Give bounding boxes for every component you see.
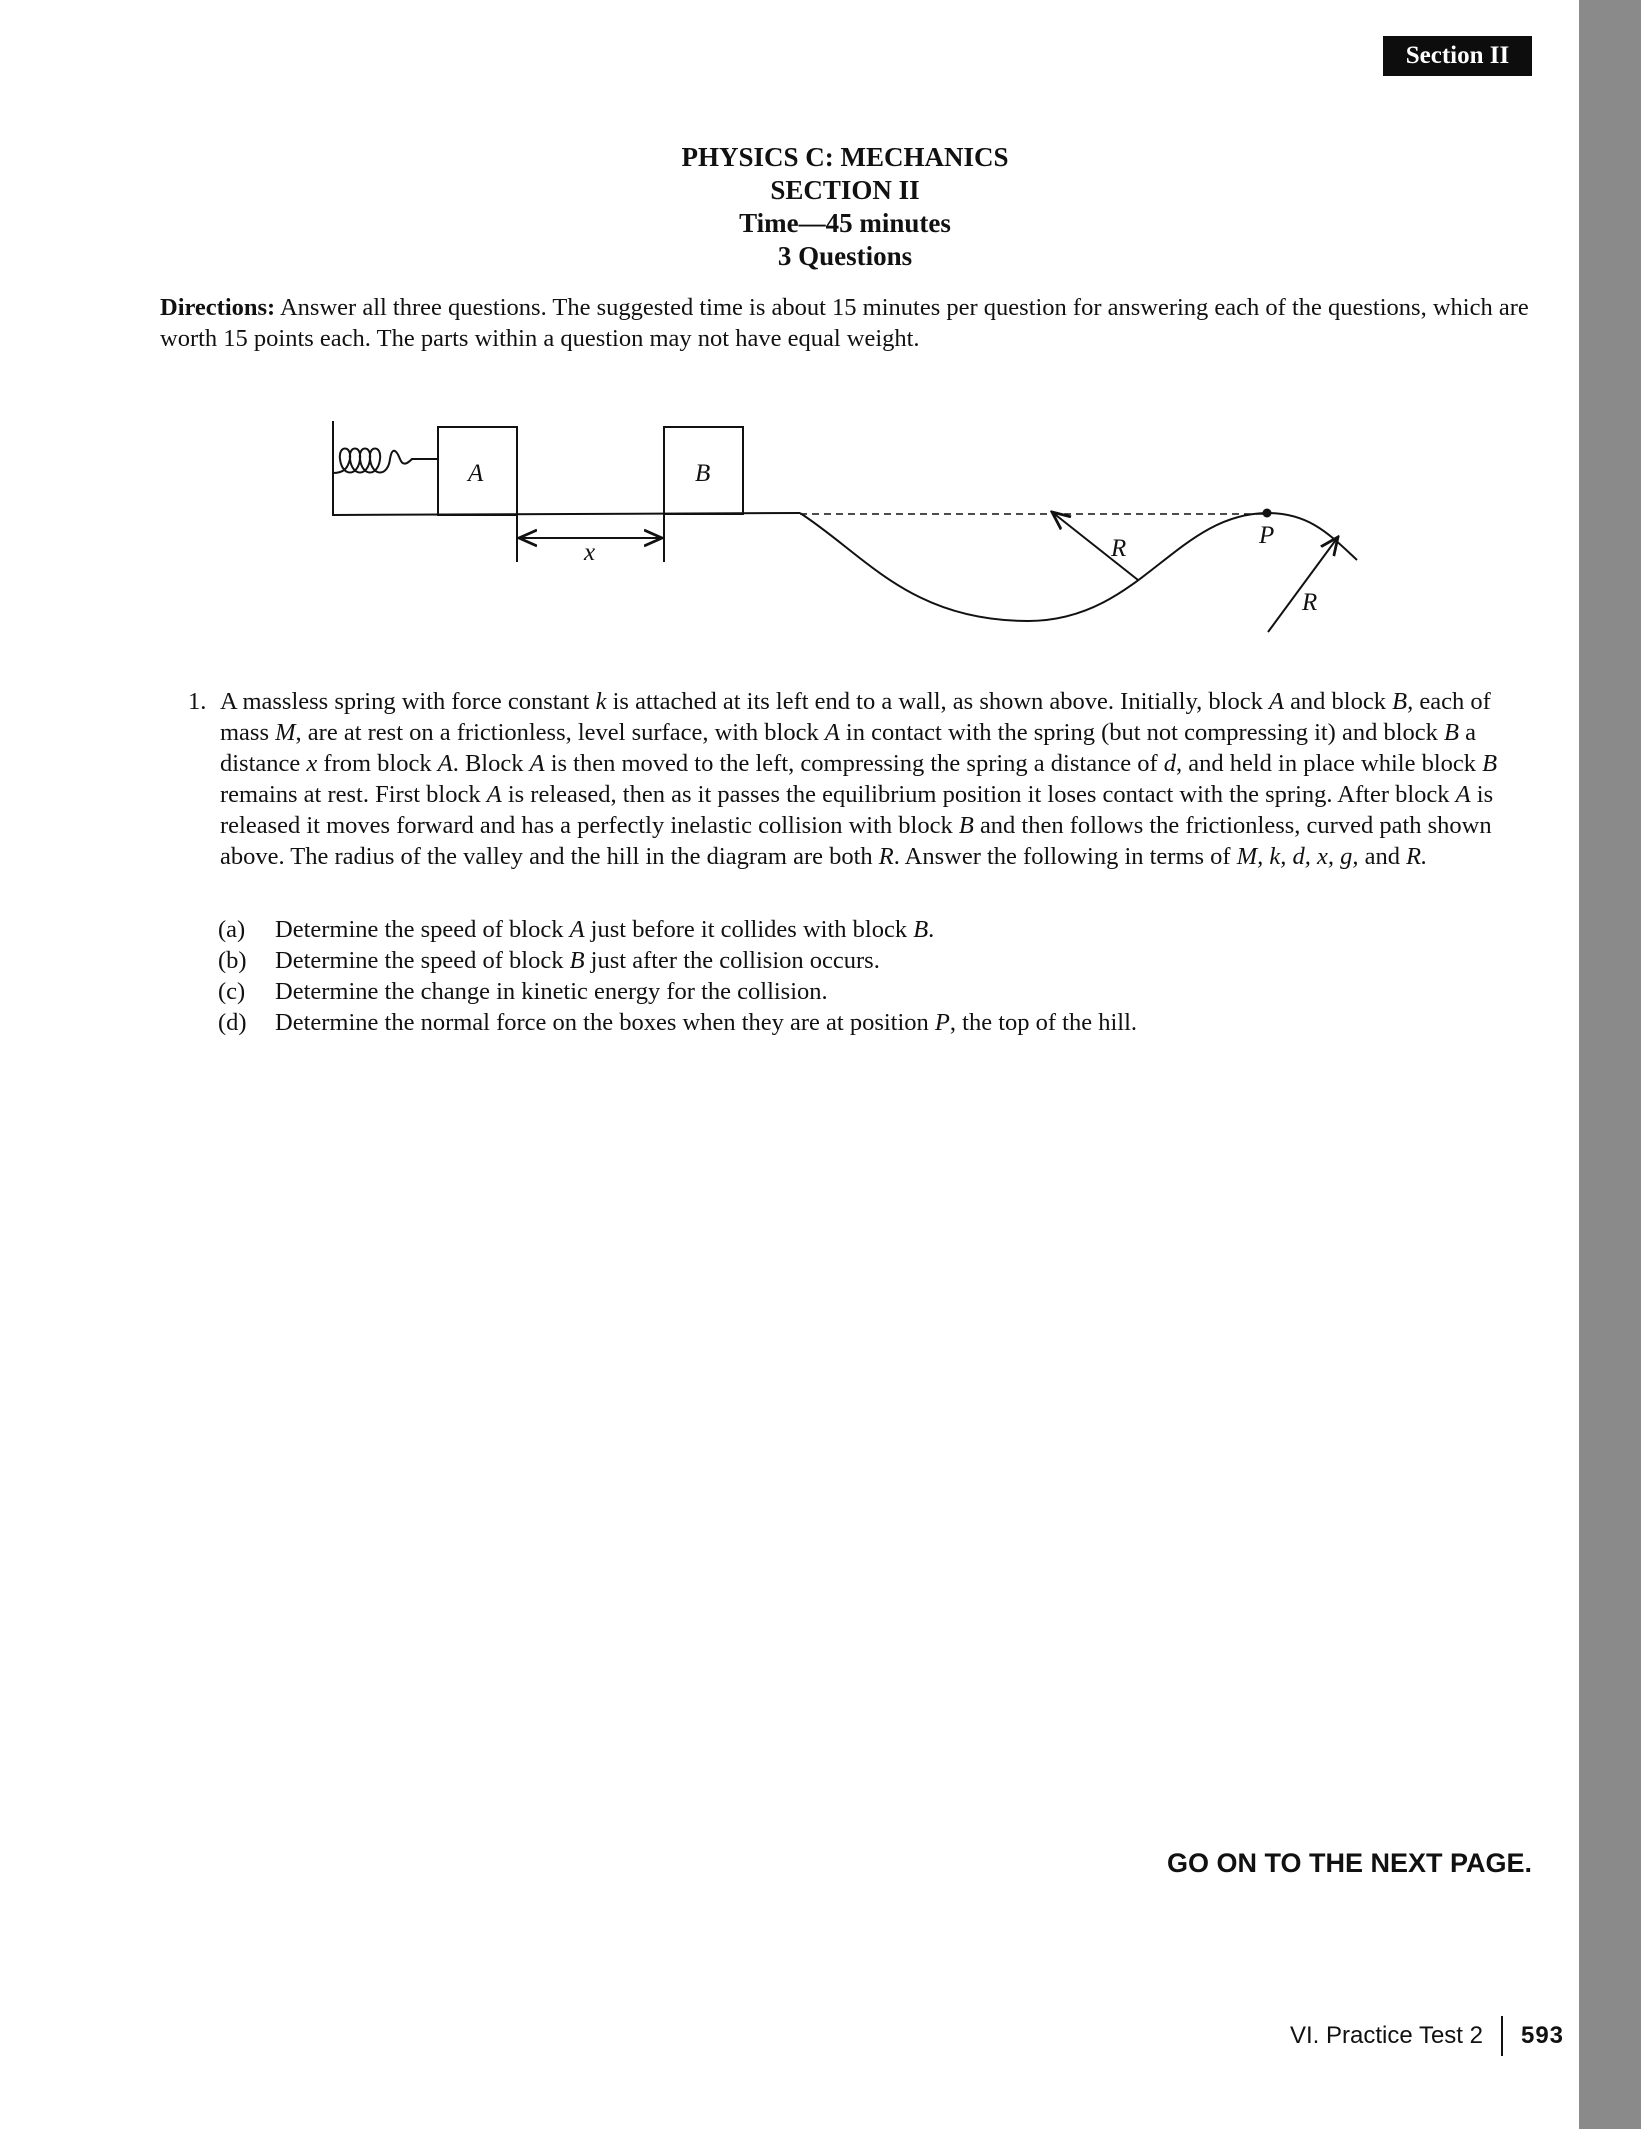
page-number: 593 (1520, 2022, 1565, 2049)
footer-label: VI. Practice Test 2 (1290, 2022, 1483, 2049)
section-title (0, 141, 1641, 273)
question-number: 1. (188, 688, 207, 715)
question-part (218, 1007, 1137, 1038)
directions-label: Directions: (160, 294, 276, 321)
part-label: (b) (218, 947, 247, 974)
title-line: 3 Questions (777, 241, 913, 271)
italic-term: A (486, 781, 502, 808)
part-text: Determine the speed of block B just after the collision occurs. (275, 947, 880, 974)
part-label: (a) (218, 916, 246, 943)
directions-text: Answer all three questions. The suggested time is about 15 minutes per question for answering each of the questions, which are worth 15 points each. The parts within a question may not have equal weight. (160, 294, 1529, 352)
question-part (218, 914, 1137, 945)
title-line: Time—45 minutes (739, 208, 951, 238)
italic-term: A (437, 750, 453, 777)
italic-term: A (824, 719, 840, 746)
go-on-notice: GO ON TO THE NEXT PAGE. (1166, 1848, 1532, 1878)
italic-term: B (1482, 750, 1498, 777)
block-a-label: A (468, 460, 484, 487)
italic-term: A (569, 916, 585, 943)
part-text: Determine the change in kinetic energy for the collision. (275, 978, 828, 1005)
block-b-label: B (695, 460, 711, 487)
italic-term: B, (1392, 688, 1414, 715)
question-1 (188, 686, 1528, 872)
italic-term: k (595, 688, 607, 715)
italic-term: R (878, 843, 894, 870)
part-text: Determine the normal force on the boxes when they are at position P, the top of the hill. (275, 1009, 1138, 1036)
title-line: SECTION II (770, 175, 920, 205)
italic-term: B (1444, 719, 1459, 746)
question-parts (218, 914, 1137, 1038)
italic-term: M (275, 719, 296, 746)
physics-diagram (300, 415, 1380, 645)
question-part (218, 945, 1137, 976)
italic-term: d (1163, 750, 1176, 777)
part-label: (d) (218, 1009, 247, 1036)
page-footer (1290, 2016, 1564, 2056)
part-text: Determine the speed of block A just before it collides with block B. (275, 916, 935, 943)
footer-separator (1501, 2016, 1503, 2056)
italic-term: A (1455, 781, 1471, 808)
distance-x-label: x (584, 539, 596, 566)
part-label: (c) (218, 978, 246, 1005)
italic-term: B (569, 947, 585, 974)
title-line: PHYSICS C: MECHANICS (681, 142, 1009, 172)
italic-term: A (1268, 688, 1284, 715)
hill-radius-arrow (1268, 537, 1338, 632)
spring (333, 449, 438, 474)
question-part (218, 976, 1137, 1007)
italic-term: x (306, 750, 318, 777)
valley-radius-label: R (1111, 535, 1127, 562)
section-tab: Section II (1383, 36, 1532, 76)
italic-term: R. (1406, 843, 1428, 870)
question-text: A massless spring with force constant k is attached at its left end to a wall, as shown above. Initially, block A and block B, each of mass M, are at rest on a frictionless, level surface, with block A in contact with the spring (but not compressing it) and block B a distance x from block A. Block A is then moved to the left, compressing the spring a distance of d, and held in place while block B remains at rest. First block A is released, then as it passes the equilibrium position it loses contact with the spring. After block A is released it moves forward and has a perfectly inelastic collision with block B and then follows the frictionless, curved path shown above. The radius of the valley and the hill in the diagram are both R. Answer the following in terms of M, k, d, x, g, and R. (220, 688, 1498, 870)
directions (160, 292, 1530, 354)
italic-term: B (958, 812, 974, 839)
italic-term: M, k, d, x, g, (1236, 843, 1359, 870)
page-edge-bar (1579, 0, 1641, 2129)
hill-radius-label: R (1302, 589, 1318, 616)
italic-term: P (934, 1009, 950, 1036)
italic-term: B (913, 916, 929, 943)
italic-term: A (529, 750, 545, 777)
point-p-label: P (1259, 522, 1275, 549)
point-p-dot (1263, 509, 1272, 518)
